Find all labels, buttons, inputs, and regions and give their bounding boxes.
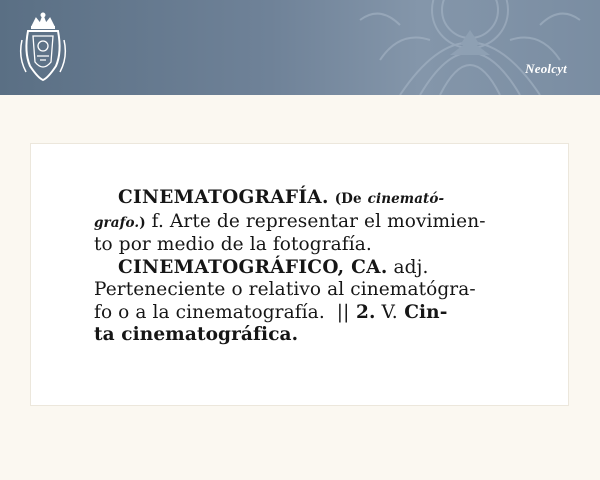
etymology-open: (De — [334, 191, 362, 207]
sense-number: 2. — [349, 301, 376, 323]
entry-line-3 — [94, 234, 514, 257]
cross-reference-end: ta cinematográfica — [94, 324, 292, 345]
entry-line-5 — [94, 279, 514, 302]
entry-line-4 — [94, 257, 514, 280]
part-of-speech: adj. — [387, 256, 429, 278]
dictionary-entry — [94, 187, 514, 347]
royal-crest-icon — [18, 12, 68, 84]
entry-line-7 — [94, 324, 514, 347]
etymology-word: cinematό- — [367, 191, 445, 207]
etymology-close: ) — [139, 214, 146, 231]
brand-name: Neolcyt — [525, 61, 567, 76]
definition-text: to por medio de la fotografía. — [94, 234, 372, 255]
entry-line-6 — [94, 302, 514, 325]
etymology-word-cont: grafo. — [94, 214, 140, 231]
headword-cinematografico: CINEMATOGRÁFICO, CA. — [118, 256, 388, 278]
entry-line-1 — [94, 187, 514, 211]
entry-period: . — [291, 324, 299, 345]
definition-text: fo o a la cinematografía. — [94, 301, 325, 323]
see-reference: V. — [375, 301, 398, 323]
definition-text: Perteneciente o relativo al cinematógra- — [94, 279, 476, 300]
entry-line-2 — [94, 211, 514, 235]
headword-cinematografia: CINEMATOGRAFÍA. — [118, 187, 329, 208]
definition-text: f. Arte de representar el movimien- — [145, 210, 486, 232]
shell-ornament-icon — [340, 0, 600, 95]
cross-reference-start: Cin- — [397, 301, 448, 323]
sense-separator: || — [324, 301, 350, 323]
dictionary-card — [30, 143, 569, 406]
header-bar — [0, 0, 600, 95]
